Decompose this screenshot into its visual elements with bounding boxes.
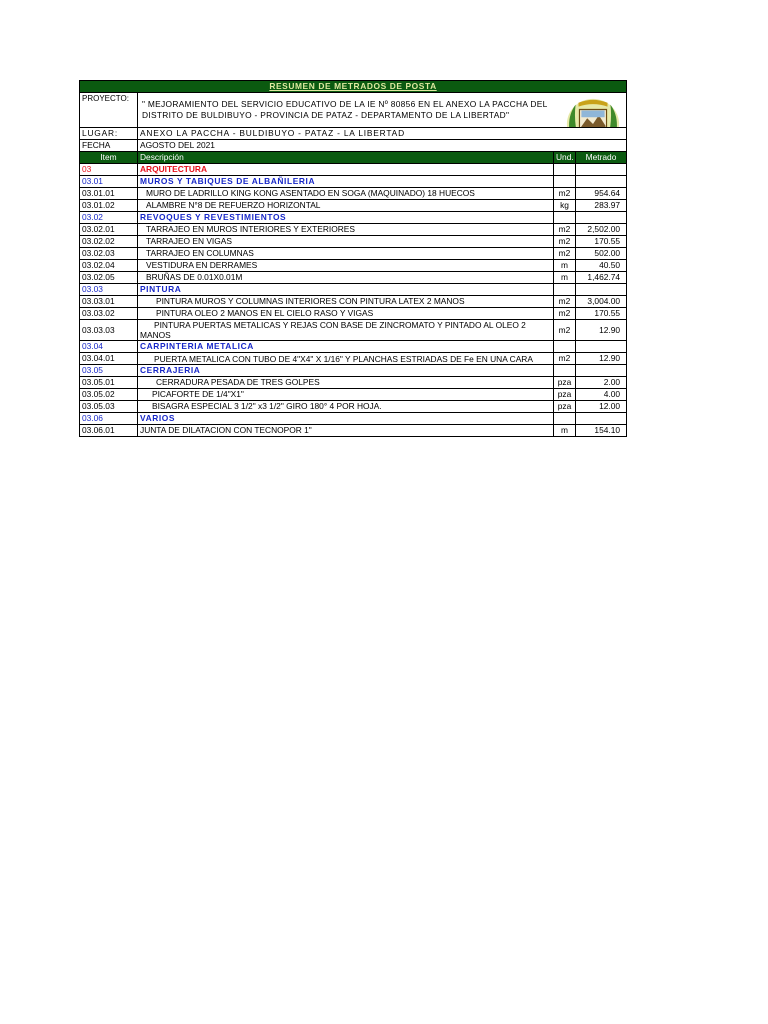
cell-metrado: 4.00: [576, 389, 627, 401]
cell-item: 03.02.03: [80, 248, 138, 260]
cell-item: 03.02: [80, 212, 138, 224]
fecha-label: FECHA: [80, 140, 138, 152]
cell-item: 03.05.01: [80, 377, 138, 389]
header-und: Und.: [554, 152, 576, 164]
fecha-value: AGOSTO DEL 2021: [138, 140, 627, 152]
cell-desc: TARRAJEO EN MUROS INTERIORES Y EXTERIORES: [138, 224, 554, 236]
cell-item: 03.04: [80, 341, 138, 353]
cell-item: 03: [80, 164, 138, 176]
table-row: [80, 377, 627, 389]
cell-metrado: 154.10: [576, 425, 627, 437]
chapter-row: [80, 164, 627, 176]
fecha-row: [80, 140, 627, 152]
cell-desc: PINTURA PUERTAS METALICAS Y REJAS CON BASE DE ZINCROMATO Y PINTADO AL OLEO 2 MANOS: [138, 320, 554, 341]
cell-metrado: [576, 365, 627, 377]
cell-und: [554, 212, 576, 224]
section-row: [80, 365, 627, 377]
cell-metrado: [576, 284, 627, 296]
cell-desc: CARPINTERIA METALICA: [138, 341, 554, 353]
cell-metrado: 3,004.00: [576, 296, 627, 308]
table-row: [80, 224, 627, 236]
header-metrado: Metrado: [576, 152, 627, 164]
cell-desc: BRUÑAS DE 0.01X0.01M: [138, 272, 554, 284]
cell-desc: CERRADURA PESADA DE TRES GOLPES: [138, 377, 554, 389]
cell-und: [554, 413, 576, 425]
cell-metrado: [576, 164, 627, 176]
table-row: [80, 248, 627, 260]
cell-und: [554, 176, 576, 188]
table-row: [80, 320, 627, 341]
section-row: [80, 341, 627, 353]
project-cell: [138, 93, 627, 128]
sheet-title: RESUMEN DE METRADOS DE POSTA: [80, 81, 627, 93]
cell-item: 03.01: [80, 176, 138, 188]
cell-metrado: 1,462.74: [576, 272, 627, 284]
cell-und: kg: [554, 200, 576, 212]
cell-item: 03.03.03: [80, 320, 138, 341]
cell-item: 03.03.01: [80, 296, 138, 308]
cell-desc: PUERTA METALICA CON TUBO DE 4"X4" X 1/16" Y PLANCHAS ESTRIADAS DE Fe EN UNA CARA: [138, 353, 554, 365]
project-text: " MEJORAMIENTO DEL SERVICIO EDUCATIVO DE LA IE Nº 80856 EN EL ANEXO LA PACCHA DEL DISTRITO DE BULDIBUYO - PROVINCIA DE PATAZ - DEPARTAMENTO DE LA LIBERTAD": [142, 99, 548, 120]
cell-metrado: 170.55: [576, 308, 627, 320]
cell-und: pza: [554, 389, 576, 401]
header-item: Item: [80, 152, 138, 164]
table-row: [80, 308, 627, 320]
cell-und: m2: [554, 224, 576, 236]
cell-item: 03.03: [80, 284, 138, 296]
cell-und: m2: [554, 308, 576, 320]
cell-desc: PINTURA MUROS Y COLUMNAS INTERIORES CON PINTURA LATEX 2 MANOS: [138, 296, 554, 308]
cell-metrado: 954.64: [576, 188, 627, 200]
cell-und: [554, 341, 576, 353]
cell-und: m2: [554, 353, 576, 365]
cell-und: m: [554, 425, 576, 437]
cell-metrado: 502.00: [576, 248, 627, 260]
cell-metrado: [576, 176, 627, 188]
cell-item: 03.04.01: [80, 353, 138, 365]
cell-metrado: [576, 341, 627, 353]
table-row: [80, 401, 627, 413]
municipal-crest-icon: [564, 95, 622, 128]
project-row: [80, 93, 627, 128]
table-row: [80, 353, 627, 365]
cell-item: 03.05: [80, 365, 138, 377]
cell-desc: MUROS Y TABIQUES DE ALBAÑILERIA: [138, 176, 554, 188]
cell-desc: MURO DE LADRILLO KING KONG ASENTADO EN SOGA (MAQUINADO) 18 HUECOS: [138, 188, 554, 200]
cell-desc: ARQUITECTURA: [138, 164, 554, 176]
lugar-label: LUGAR:: [80, 128, 138, 140]
cell-desc: TARRAJEO EN VIGAS: [138, 236, 554, 248]
cell-item: 03.01.02: [80, 200, 138, 212]
cell-und: m: [554, 260, 576, 272]
cell-metrado: 283.97: [576, 200, 627, 212]
cell-desc: PINTURA OLEO 2 MANOS EN EL CIELO RASO Y VIGAS: [138, 308, 554, 320]
cell-item: 03.02.05: [80, 272, 138, 284]
cell-desc: REVOQUES Y REVESTIMIENTOS: [138, 212, 554, 224]
cell-metrado: 12.90: [576, 320, 627, 341]
cell-item: 03.01.01: [80, 188, 138, 200]
cell-und: m2: [554, 248, 576, 260]
table-row: [80, 188, 627, 200]
cell-item: 03.02.01: [80, 224, 138, 236]
cell-item: 03.03.02: [80, 308, 138, 320]
cell-und: pza: [554, 401, 576, 413]
cell-metrado: 40.50: [576, 260, 627, 272]
cell-desc: VESTIDURA EN DERRAMES: [138, 260, 554, 272]
cell-item: 03.06: [80, 413, 138, 425]
cell-item: 03.02.04: [80, 260, 138, 272]
cell-und: [554, 365, 576, 377]
cell-metrado: 2,502.00: [576, 224, 627, 236]
title-row: [80, 81, 627, 93]
cell-item: 03.05.02: [80, 389, 138, 401]
table-row: [80, 260, 627, 272]
cell-metrado: 12.00: [576, 401, 627, 413]
cell-und: m2: [554, 296, 576, 308]
cell-desc: PICAFORTE DE 1/4"X1": [138, 389, 554, 401]
cell-desc: TARRAJEO EN COLUMNAS: [138, 248, 554, 260]
section-row: [80, 284, 627, 296]
cell-desc: BISAGRA ESPECIAL 3 1/2" x3 1/2" GIRO 180° 4 POR HOJA.: [138, 401, 554, 413]
cell-und: m2: [554, 188, 576, 200]
lugar-row: [80, 128, 627, 140]
header-desc: Descripción: [138, 152, 554, 164]
section-row: [80, 413, 627, 425]
lugar-value: ANEXO LA PACCHA - BULDIBUYO - PATAZ - LA LIBERTAD: [138, 128, 627, 140]
cell-und: m2: [554, 236, 576, 248]
cell-desc: CERRAJERIA: [138, 365, 554, 377]
cell-und: [554, 284, 576, 296]
cell-und: [554, 164, 576, 176]
cell-item: 03.06.01: [80, 425, 138, 437]
section-row: [80, 212, 627, 224]
cell-metrado: 2.00: [576, 377, 627, 389]
cell-desc: JUNTA DE DILATACION CON TECNOPOR 1": [138, 425, 554, 437]
section-row: [80, 176, 627, 188]
table-row: [80, 425, 627, 437]
metrados-table: [79, 80, 627, 437]
metrados-sheet: [79, 80, 626, 437]
cell-item: 03.02.02: [80, 236, 138, 248]
project-label: PROYECTO:: [80, 93, 138, 128]
cell-metrado: [576, 212, 627, 224]
table-row: [80, 236, 627, 248]
cell-metrado: 170.55: [576, 236, 627, 248]
table-row: [80, 389, 627, 401]
table-row: [80, 296, 627, 308]
column-header-row: [80, 152, 627, 164]
cell-und: m: [554, 272, 576, 284]
table-row: [80, 200, 627, 212]
cell-item: 03.05.03: [80, 401, 138, 413]
cell-desc: ALAMBRE N°8 DE REFUERZO HORIZONTAL: [138, 200, 554, 212]
cell-und: pza: [554, 377, 576, 389]
table-row: [80, 272, 627, 284]
cell-metrado: [576, 413, 627, 425]
cell-desc: PINTURA: [138, 284, 554, 296]
cell-metrado: 12.90: [576, 353, 627, 365]
cell-desc: VARIOS: [138, 413, 554, 425]
cell-und: m2: [554, 320, 576, 341]
